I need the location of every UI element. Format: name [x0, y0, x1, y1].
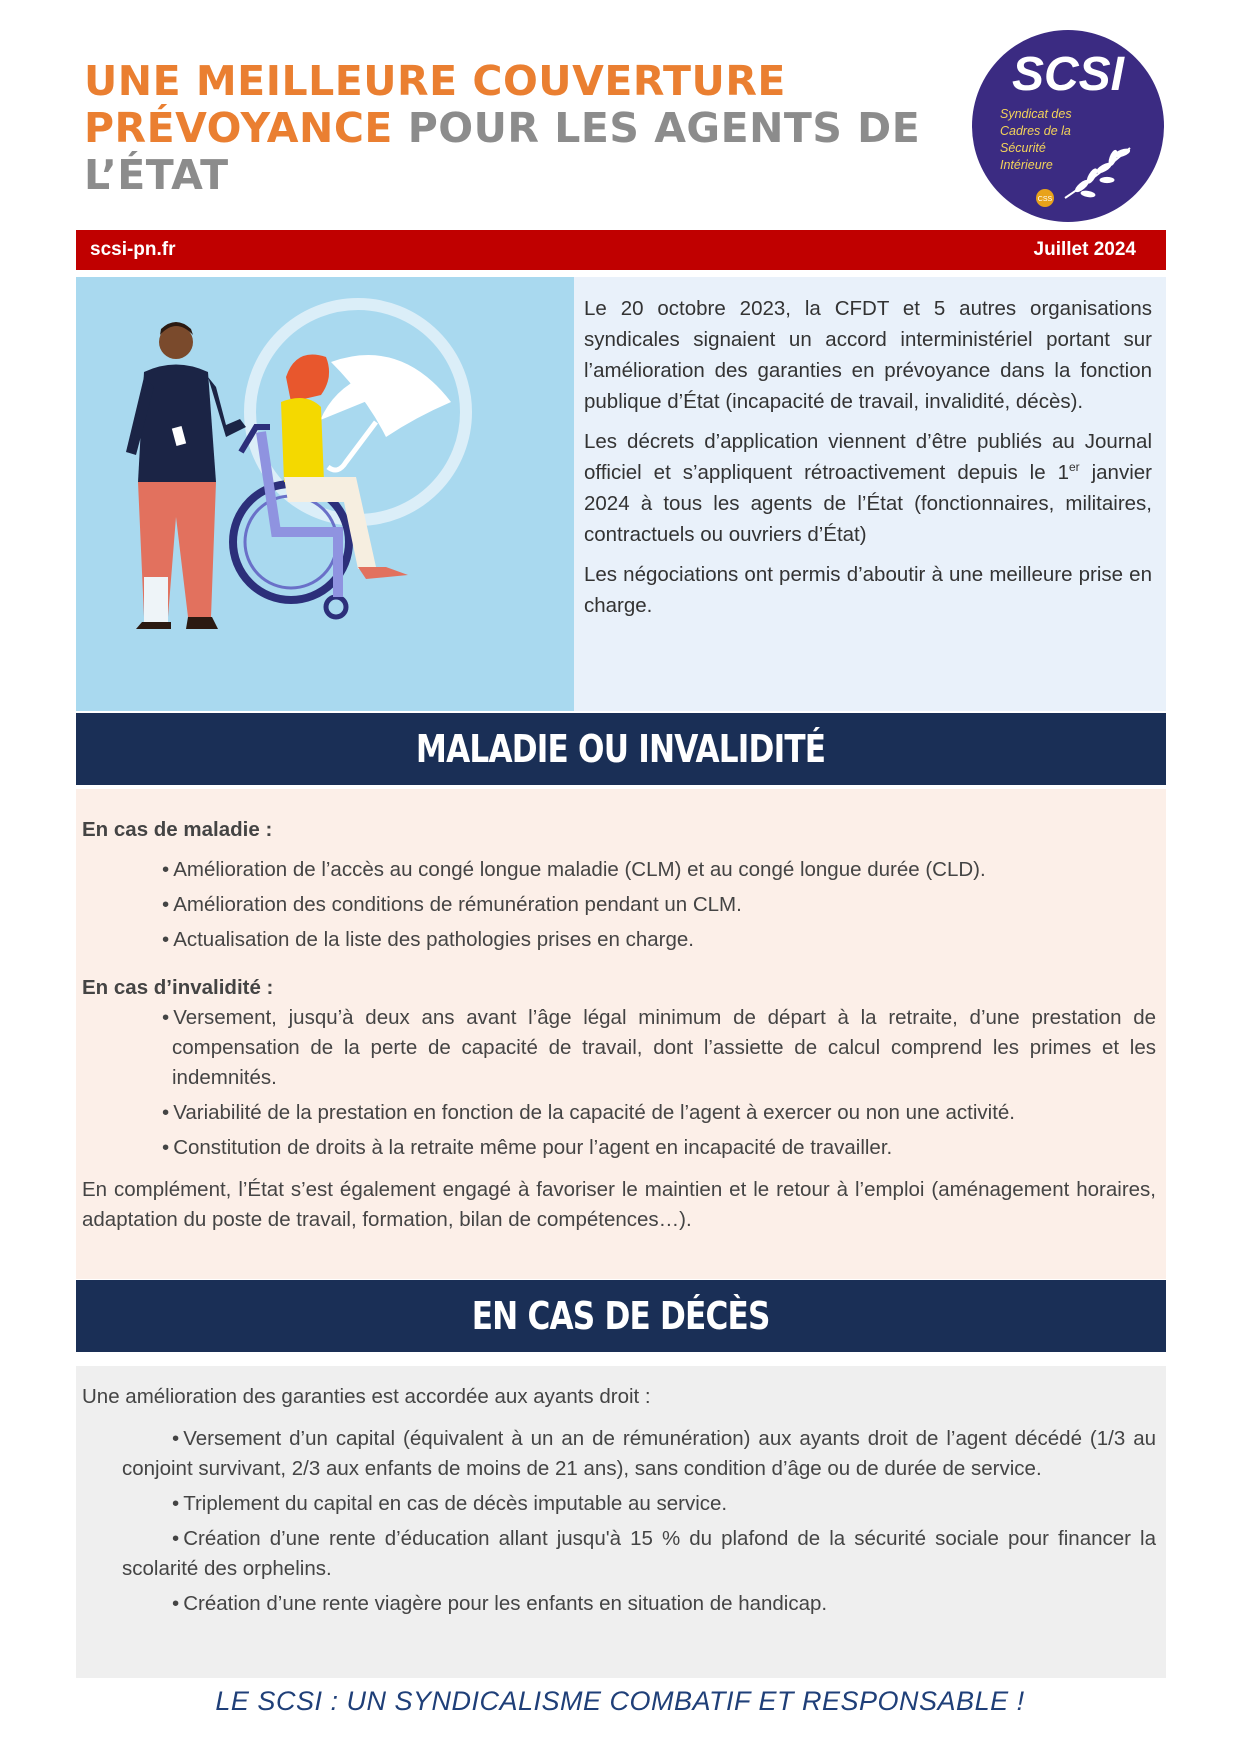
intro-p2-sup: er	[1068, 460, 1080, 475]
list-item: • Amélioration de l’accès au congé longue maladie (CLM) et au congé longue durée (CLD).	[82, 855, 1156, 885]
list-item: • Versement, jusqu’à deux ans avant l’âge légal minimum de départ à la retraite, d’une prestation de compensation de la perte de capacité de travail, dont l’assiette de calcul comprend les primes et les indemnités.	[82, 1003, 1156, 1093]
list-item: • Variabilité de la prestation en fonction de la capacité de l’agent à exercer ou non une activité.	[82, 1098, 1156, 1128]
title-line-2-rest: POUR LES AGENTS DE	[392, 104, 921, 152]
intro-paragraph-3: Les négociations ont permis d’aboutir à une meilleure prise en charge.	[584, 563, 1152, 617]
list-item: • Création d’une rente viagère pour les enfants en situation de handicap.	[82, 1589, 1156, 1619]
man-standing-icon	[126, 322, 246, 629]
logo-line-3: Sécurité	[1000, 141, 1046, 155]
section-heading-deces	[76, 1280, 1166, 1352]
logo-name: SCSI	[1011, 48, 1125, 101]
section-heading-maladie	[76, 713, 1166, 785]
page-title	[84, 58, 944, 199]
invalidite-list	[82, 1003, 1156, 1163]
site-link[interactable]: scsi-pn.fr	[90, 239, 176, 260]
logo-badge: CSS	[1037, 196, 1053, 203]
list-item: • Création d’une rente d’éducation allant jusqu'à 15 % du plafond de la sécurité sociale pour financer la scolarité des orphelins.	[82, 1524, 1156, 1584]
list-item: • Versement d’un capital (équivalent à un an de rémunération) aux ayants droit de l’agent décédé (1/3 au conjoint survivant, 2/3 aux enfants de moins de 21 ans), sans condition d’âge ou de durée de service.	[82, 1424, 1156, 1484]
logo-line-2: Cadres de la	[1000, 124, 1071, 138]
title-highlight: PRÉVOYANCE	[84, 104, 393, 152]
footer-slogan: LE SCSI : UN SYNDICALISME COMBATIF ET RESPONSABLE !	[215, 1686, 1025, 1716]
logo-line-1: Syndicat des	[1000, 107, 1072, 121]
invalidite-subtitle: En cas d’invalidité :	[82, 976, 274, 999]
list-item: • Constitution de droits à la retraite même pour l’agent en incapacité de travailler.	[82, 1133, 1156, 1163]
intro-p2-end: janvier 2024 à tous les agents de l’État (fonctionnaires, militaires, contractuels ou ouvriers d’État)	[584, 461, 1152, 546]
logo-line-4: Intérieure	[1000, 158, 1053, 172]
list-item: • Actualisation de la liste des pathologies prises en charge.	[82, 925, 1156, 955]
list-item: • Triplement du capital en cas de décès imputable au service.	[82, 1489, 1156, 1519]
deces-list	[82, 1424, 1156, 1619]
intro-paragraph-2	[584, 426, 1152, 550]
intro-p2-start: Les décrets d’application viennent d’être publiés au Journal officiel et s’appliquent rétroactivement depuis le 1	[584, 430, 1152, 484]
title-line-3: L’ÉTAT	[84, 151, 229, 199]
heading-maladie-text: MALADIE OU INVALIDITÉ	[416, 727, 826, 771]
deces-intro: Une amélioration des garanties est accordée aux ayants droit :	[82, 1385, 651, 1408]
list-item: • Amélioration des conditions de rémunération pendant un CLM.	[82, 890, 1156, 920]
maladie-section	[76, 789, 1166, 1279]
heading-deces-text: EN CAS DE DÉCÈS	[472, 1294, 770, 1338]
title-line-1: UNE MEILLEURE COUVERTURE	[84, 57, 786, 105]
illustration	[76, 277, 574, 711]
maladie-subtitle: En cas de maladie :	[82, 818, 273, 841]
intro-paragraph-1: Le 20 octobre 2023, la CFDT et 5 autres organisations syndicales signaient un accord interministériel portant sur l’amélioration des garanties en prévoyance dans la fonction publique d’État (incapacité de travail, invalidité, décès).	[584, 297, 1152, 413]
scsi-logo	[970, 28, 1166, 224]
complement-paragraph: En complément, l’État s’est également engagé à favoriser le maintien et le retour à l’emploi (aménagement horaires, adaptation du poste de travail, formation, bilan de compétences…).	[82, 1178, 1156, 1231]
intro-text-block	[574, 277, 1166, 711]
issue-date: Juillet 2024	[1033, 239, 1136, 260]
maladie-list	[82, 855, 1156, 955]
umbrella-icon	[320, 342, 451, 470]
header-bar	[76, 230, 1166, 270]
deces-section	[76, 1366, 1166, 1678]
